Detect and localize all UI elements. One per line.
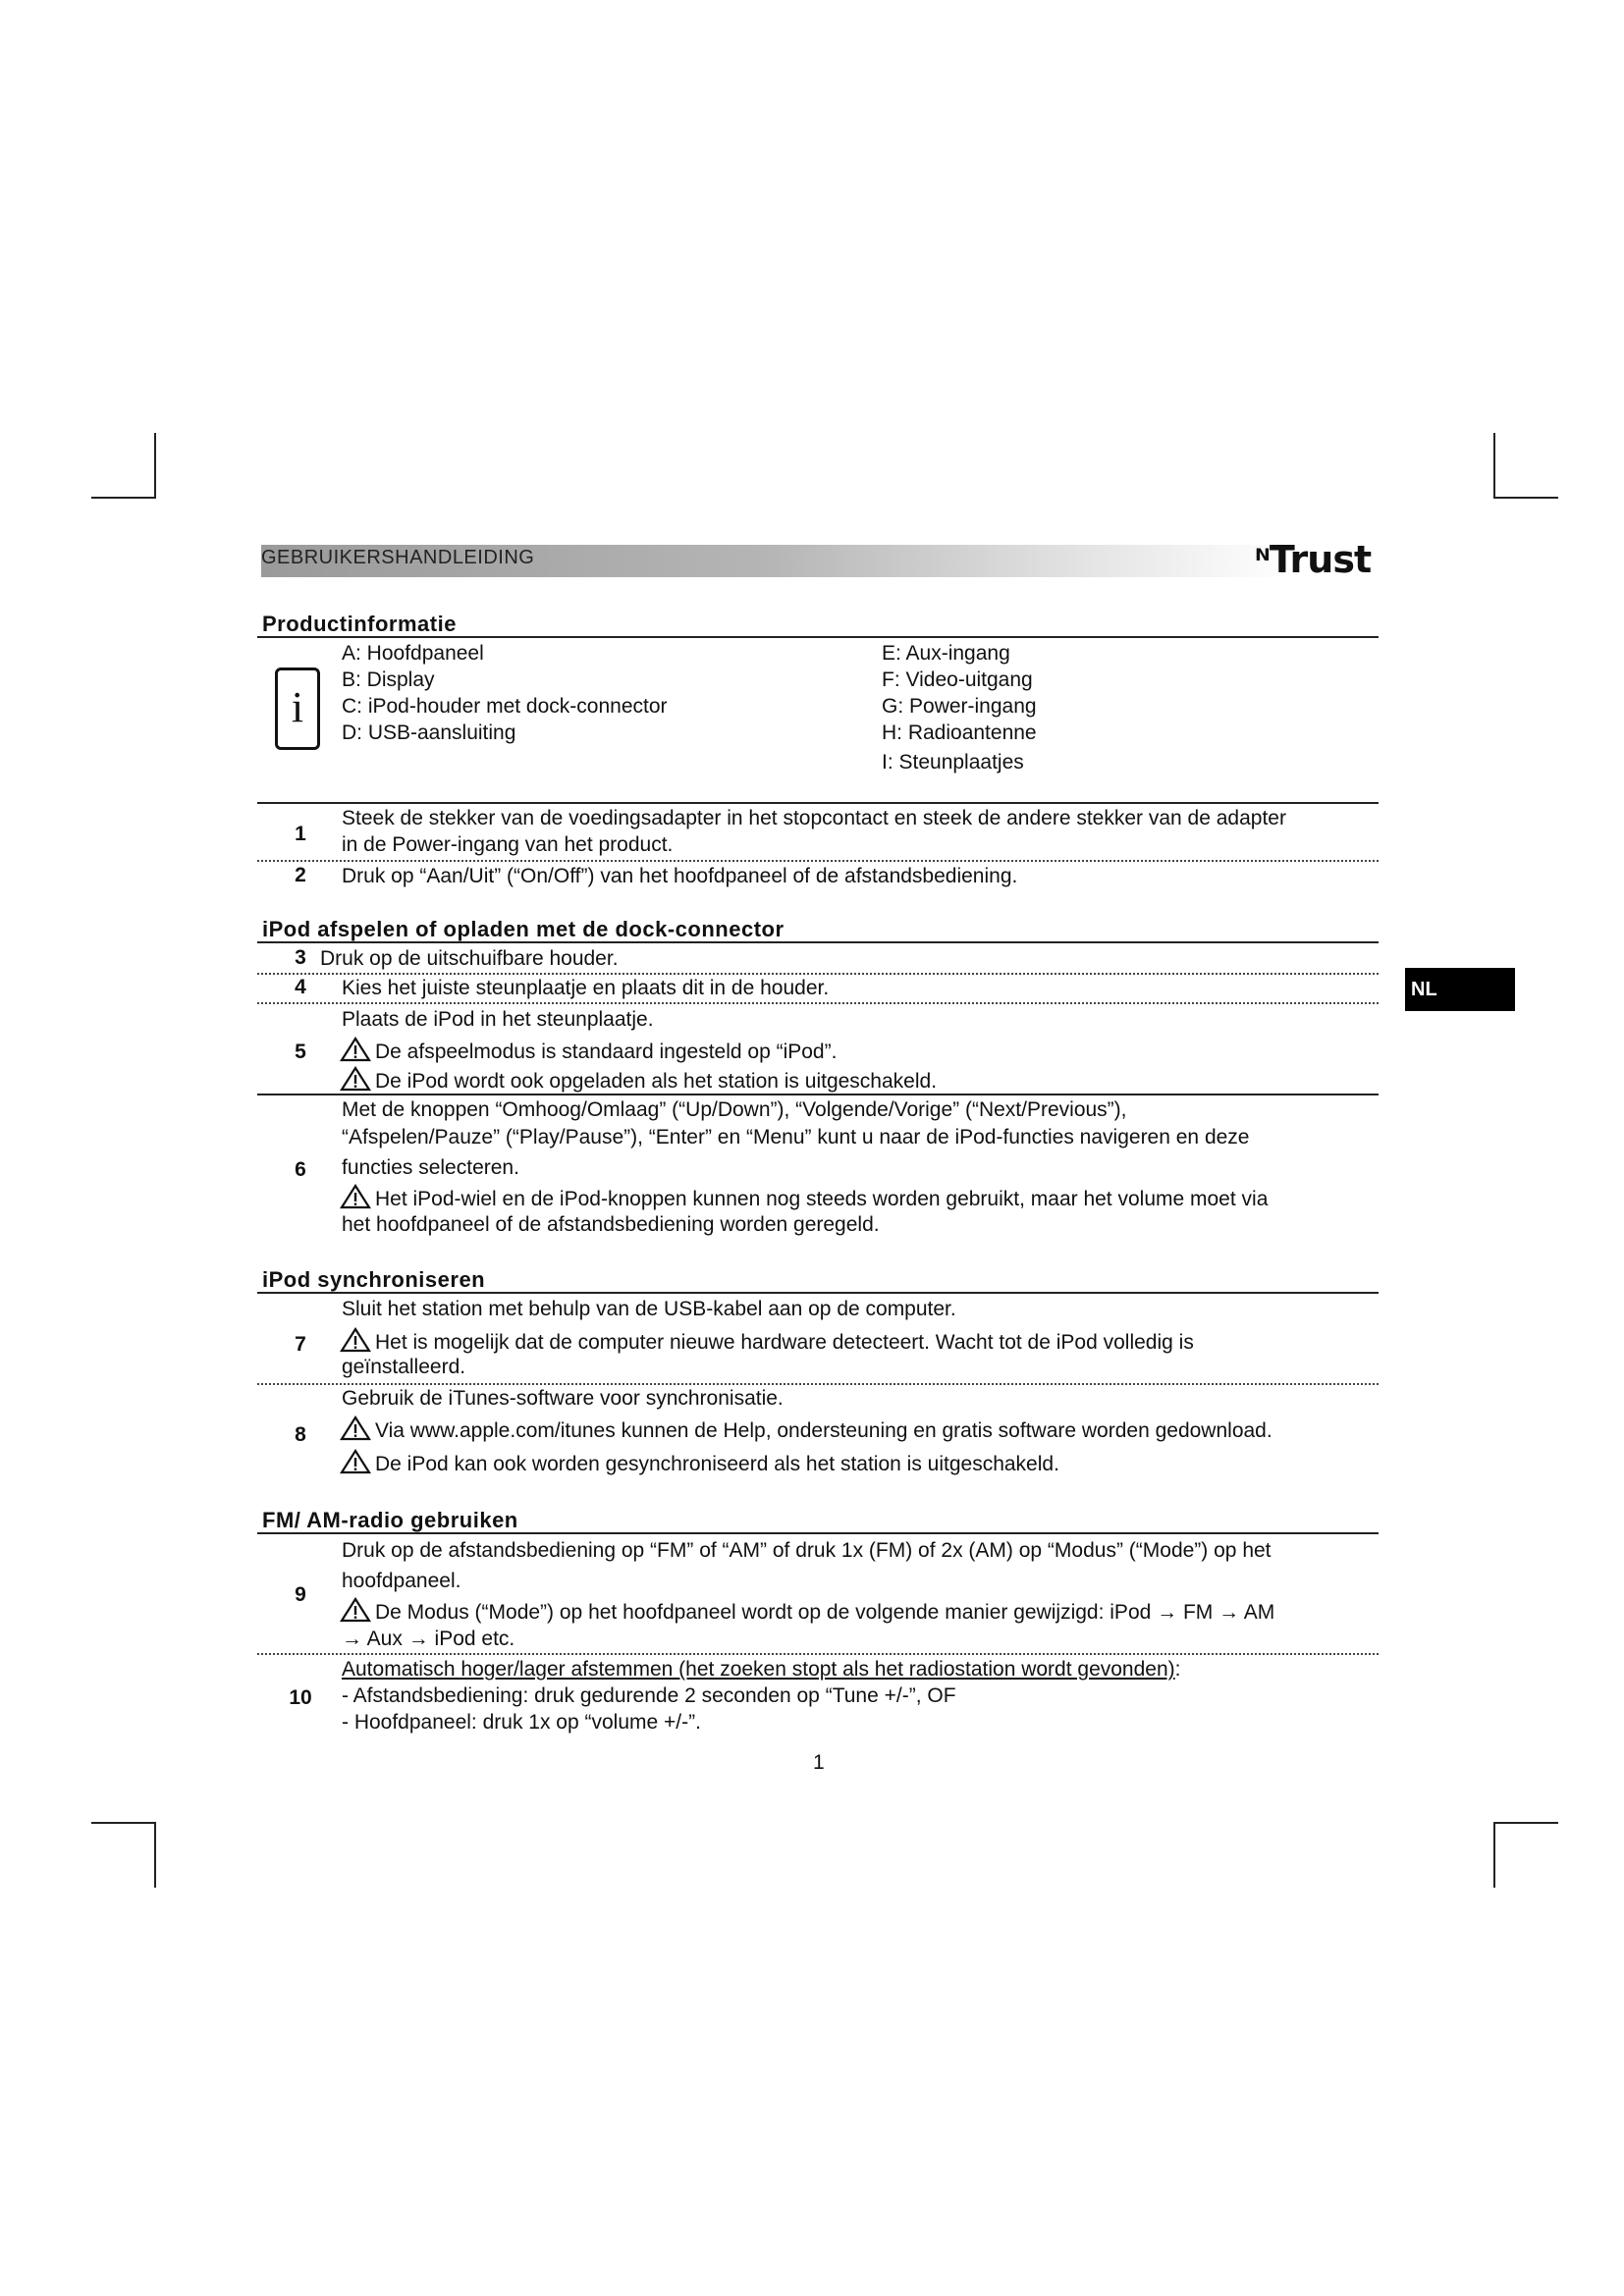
section-title-radio: FM/ AM-radio gebruiken bbox=[262, 1508, 518, 1532]
warning-icon bbox=[340, 1449, 371, 1474]
step-text: Steek de stekker van de voedingsadapter in het stopcontact en steek de andere stekker van de adapter bbox=[342, 807, 1286, 829]
section-title-ipod-play: iPod afspelen of opladen met de dock-connector bbox=[262, 917, 785, 941]
step-note: De Modus (“Mode”) op het hoofdpaneel wordt op de volgende manier gewijzigd: iPod → FM → AM bbox=[340, 1597, 1274, 1626]
step-divider bbox=[257, 1002, 1379, 1004]
crop-mark-bottom-right-v bbox=[1493, 1822, 1495, 1888]
step-text: Met de knoppen “Omhoog/Omlaag” (“Up/Down”), “Volgende/Vorige” (“Next/Previous”), bbox=[342, 1098, 1127, 1121]
product-part: D: USB-aansluiting bbox=[342, 721, 516, 744]
step-divider bbox=[257, 1653, 1379, 1655]
step-number: 9 bbox=[295, 1583, 306, 1606]
product-part: A: Hoofdpaneel bbox=[342, 642, 484, 665]
step-note: De iPod wordt ook opgeladen als het station is uitgeschakeld. bbox=[340, 1066, 937, 1095]
header-title: GEBRUIKERSHANDLEIDING bbox=[261, 547, 535, 568]
step-text: Plaats de iPod in het steunplaatje. bbox=[342, 1008, 654, 1031]
product-part: F: Video-uitgang bbox=[882, 668, 1033, 691]
step-text: Kies het juiste steunplaatje en plaats dit in de houder. bbox=[342, 977, 830, 999]
step-text: functies selecteren. bbox=[342, 1156, 519, 1179]
trust-logo-icon: ᴺ bbox=[1255, 544, 1270, 578]
step-note: Het is mogelijk dat de computer nieuwe hardware detecteert. Wacht tot de iPod volledig is bbox=[340, 1327, 1194, 1356]
step-text: - Afstandsbediening: druk gedurende 2 seconden op “Tune +/-”, OF bbox=[342, 1684, 956, 1707]
step-note-cont: → Aux → iPod etc. bbox=[342, 1628, 515, 1650]
crop-mark-bottom-left-h bbox=[91, 1822, 156, 1824]
step-number: 2 bbox=[295, 864, 306, 886]
crop-mark-bottom-left-v bbox=[154, 1822, 156, 1888]
trust-logo: ᴺTrust bbox=[1255, 538, 1372, 581]
step-note: De afspeelmodus is standaard ingesteld op “iPod”. bbox=[340, 1037, 837, 1065]
step-text: Druk op de afstandsbediening op “FM” of “AM” of druk 1x (FM) of 2x (AM) op “Modus” (“Mode”) op het bbox=[342, 1539, 1272, 1562]
warning-icon bbox=[340, 1327, 371, 1353]
section-rule bbox=[257, 636, 1379, 638]
crop-mark-top-left-h bbox=[91, 497, 156, 499]
step-note: Via www.apple.com/itunes kunnen de Help, ondersteuning en gratis software worden gedownload. bbox=[340, 1415, 1272, 1444]
step-text: Gebruik de iTunes-software voor synchronisatie. bbox=[342, 1387, 784, 1410]
step-number: 7 bbox=[295, 1333, 306, 1356]
step-text: Druk op “Aan/Uit” (“On/Off”) van het hoofdpaneel of de afstandsbediening. bbox=[342, 865, 1018, 887]
step-number: 8 bbox=[295, 1423, 306, 1446]
step-text: Sluit het station met behulp van de USB-kabel aan op de computer. bbox=[342, 1298, 956, 1320]
step-number: 1 bbox=[295, 823, 306, 845]
section-rule bbox=[257, 941, 1379, 943]
step-number: 5 bbox=[295, 1041, 306, 1063]
product-part: C: iPod-houder met dock-connector bbox=[342, 695, 668, 718]
section-rule bbox=[257, 1532, 1379, 1534]
product-part: E: Aux-ingang bbox=[882, 642, 1010, 665]
product-part: G: Power-ingang bbox=[882, 695, 1037, 718]
language-tab: NL bbox=[1405, 968, 1515, 1011]
step-text: - Hoofdpaneel: druk 1x op “volume +/-”. bbox=[342, 1711, 701, 1734]
step-text: Druk op de uitschuifbare houder. bbox=[320, 947, 619, 970]
step-note-cont: geïnstalleerd. bbox=[342, 1356, 466, 1378]
product-part: I: Steunplaatjes bbox=[882, 751, 1024, 774]
step-note: De iPod kan ook worden gesynchroniseerd als het station is uitgeschakeld. bbox=[340, 1449, 1059, 1477]
step-number: 4 bbox=[295, 976, 306, 998]
product-part: B: Display bbox=[342, 668, 435, 691]
warning-icon bbox=[340, 1066, 371, 1092]
step-heading: Automatisch hoger/lager afstemmen (het zoeken stopt als het radiostation wordt gevonden): bbox=[342, 1658, 1181, 1681]
step-rule bbox=[257, 802, 1379, 804]
warning-icon bbox=[340, 1597, 371, 1623]
step-number: 3 bbox=[295, 946, 306, 969]
warning-icon bbox=[340, 1184, 371, 1209]
step-note-cont: het hoofdpaneel of de afstandsbediening worden geregeld. bbox=[342, 1213, 880, 1236]
step-divider bbox=[257, 860, 1379, 862]
step-number: 10 bbox=[289, 1686, 312, 1709]
step-text: in de Power-ingang van het product. bbox=[342, 833, 674, 856]
crop-mark-top-left-v bbox=[154, 433, 156, 499]
product-part: H: Radioantenne bbox=[882, 721, 1037, 744]
step-text: hoofdpaneel. bbox=[342, 1570, 461, 1592]
crop-mark-top-right-h bbox=[1493, 497, 1558, 499]
section-title-productinfo: Productinformatie bbox=[262, 612, 457, 636]
warning-icon bbox=[340, 1415, 371, 1441]
crop-mark-top-right-v bbox=[1493, 433, 1495, 499]
section-title-ipod-sync: iPod synchroniseren bbox=[262, 1267, 486, 1292]
info-icon: i bbox=[275, 667, 320, 750]
warning-icon bbox=[340, 1037, 371, 1062]
section-rule bbox=[257, 1292, 1379, 1294]
step-text: “Afspelen/Pauze” (“Play/Pause”), “Enter” en “Menu” kunt u naar de iPod-functies navigeren en deze bbox=[342, 1126, 1250, 1148]
crop-mark-bottom-right-h bbox=[1493, 1822, 1558, 1824]
step-rule bbox=[257, 1094, 1379, 1095]
step-note: Het iPod-wiel en de iPod-knoppen kunnen nog steeds worden gebruikt, maar het volume moet via bbox=[340, 1184, 1268, 1212]
page-number: 1 bbox=[813, 1751, 825, 1774]
step-number: 6 bbox=[295, 1158, 306, 1181]
